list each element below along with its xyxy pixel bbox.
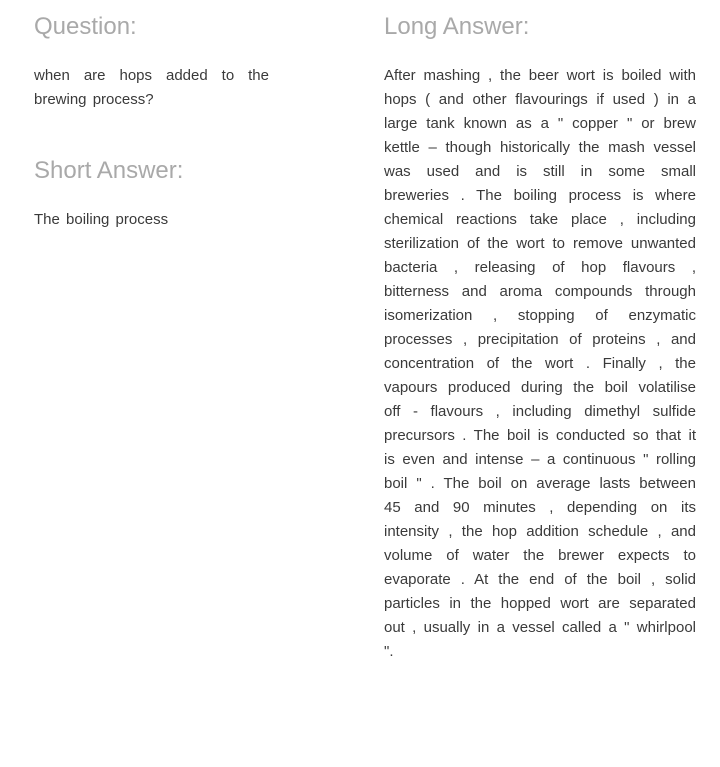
- short-answer-heading: Short Answer:: [34, 157, 184, 184]
- question-text: when are hops added to the brewing process?: [34, 67, 269, 108]
- short-answer-text: The boiling process: [34, 211, 169, 228]
- long-answer-text: After mashing , the beer wort is boiled with hops ( and other flavourings if used ) in a large tank known as a " copper " or brew kettle – though historically the mash vessel was used and is still in some small breweries . The boiling process is where chemical reactions take place , including sterilization of the wort to remove unwanted bacteria , releasing of hop flavours , bitterness and aroma compounds through isomerization , stopping of enzymatic processes , precipitation of proteins , and concentration of the wort . Finally , the vapours produced during the boil volatilise off - flavours , including dimethyl sulfide precursors . The boil is conducted so that it is even and intense – a continuous " rolling boil " . The boil on average lasts between 45 and 90 minutes , depending on its intensity , the hop addition schedule , and volume of water the brewer expects to evaporate . At the end of the boil , solid particles in the hopped wort are separated out , usually in a vessel called a " whirlpool ".: [384, 67, 696, 660]
- left-column: [34, 0, 334, 232]
- right-column: [384, 0, 704, 664]
- long-answer-heading: Long Answer:: [384, 13, 530, 40]
- question-heading: Question:: [34, 13, 137, 40]
